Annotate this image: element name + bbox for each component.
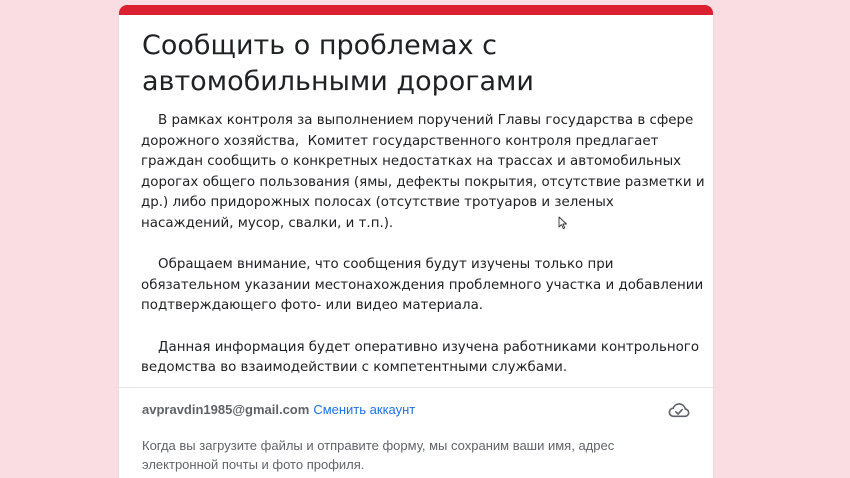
account-email: avpravdin1985@gmail.com xyxy=(142,402,310,417)
form-title: Сообщить о проблемах с автомобильными дорогами xyxy=(142,30,534,97)
description-paragraph: Данная информация будет оперативно изучена работниками контрольного ведомства во взаимодействии с компетентными службами. xyxy=(141,339,704,376)
privacy-notice: Когда вы загрузите файлы и отправите форму, мы сохраним ваши имя, адрес электронной почты и фото профиля. xyxy=(142,438,615,472)
switch-account-link[interactable]: Сменить аккаунт xyxy=(313,402,416,417)
cloud-check-icon xyxy=(668,401,690,419)
form-header-card xyxy=(119,5,713,478)
description-paragraph: Обращаем внимание, что сообщения будут изучены только при обязательном указании местонахождения проблемного участка и добавлении подтверждающего фото- или видео материала. xyxy=(141,257,708,314)
theme-accent-bar xyxy=(119,5,713,15)
account-row xyxy=(142,401,415,419)
mouse-cursor-icon xyxy=(558,216,568,230)
section-divider xyxy=(119,387,713,388)
form-description xyxy=(141,111,709,379)
description-paragraph: В рамках контроля за выполнением поручений Главы государства в сфере дорожного хозяйства, Комитет государственного контроля предлагает граждан сообщить о конкретных недостатках на трассах и автомобильных дорогах общего пользования (ямы, дефекты покрытия, отсутствие разметки и др.) либо придорожных полосах (отсутствие тротуаров и зеленых насаждений, мусор, свалки, и т.п.). xyxy=(141,113,709,231)
